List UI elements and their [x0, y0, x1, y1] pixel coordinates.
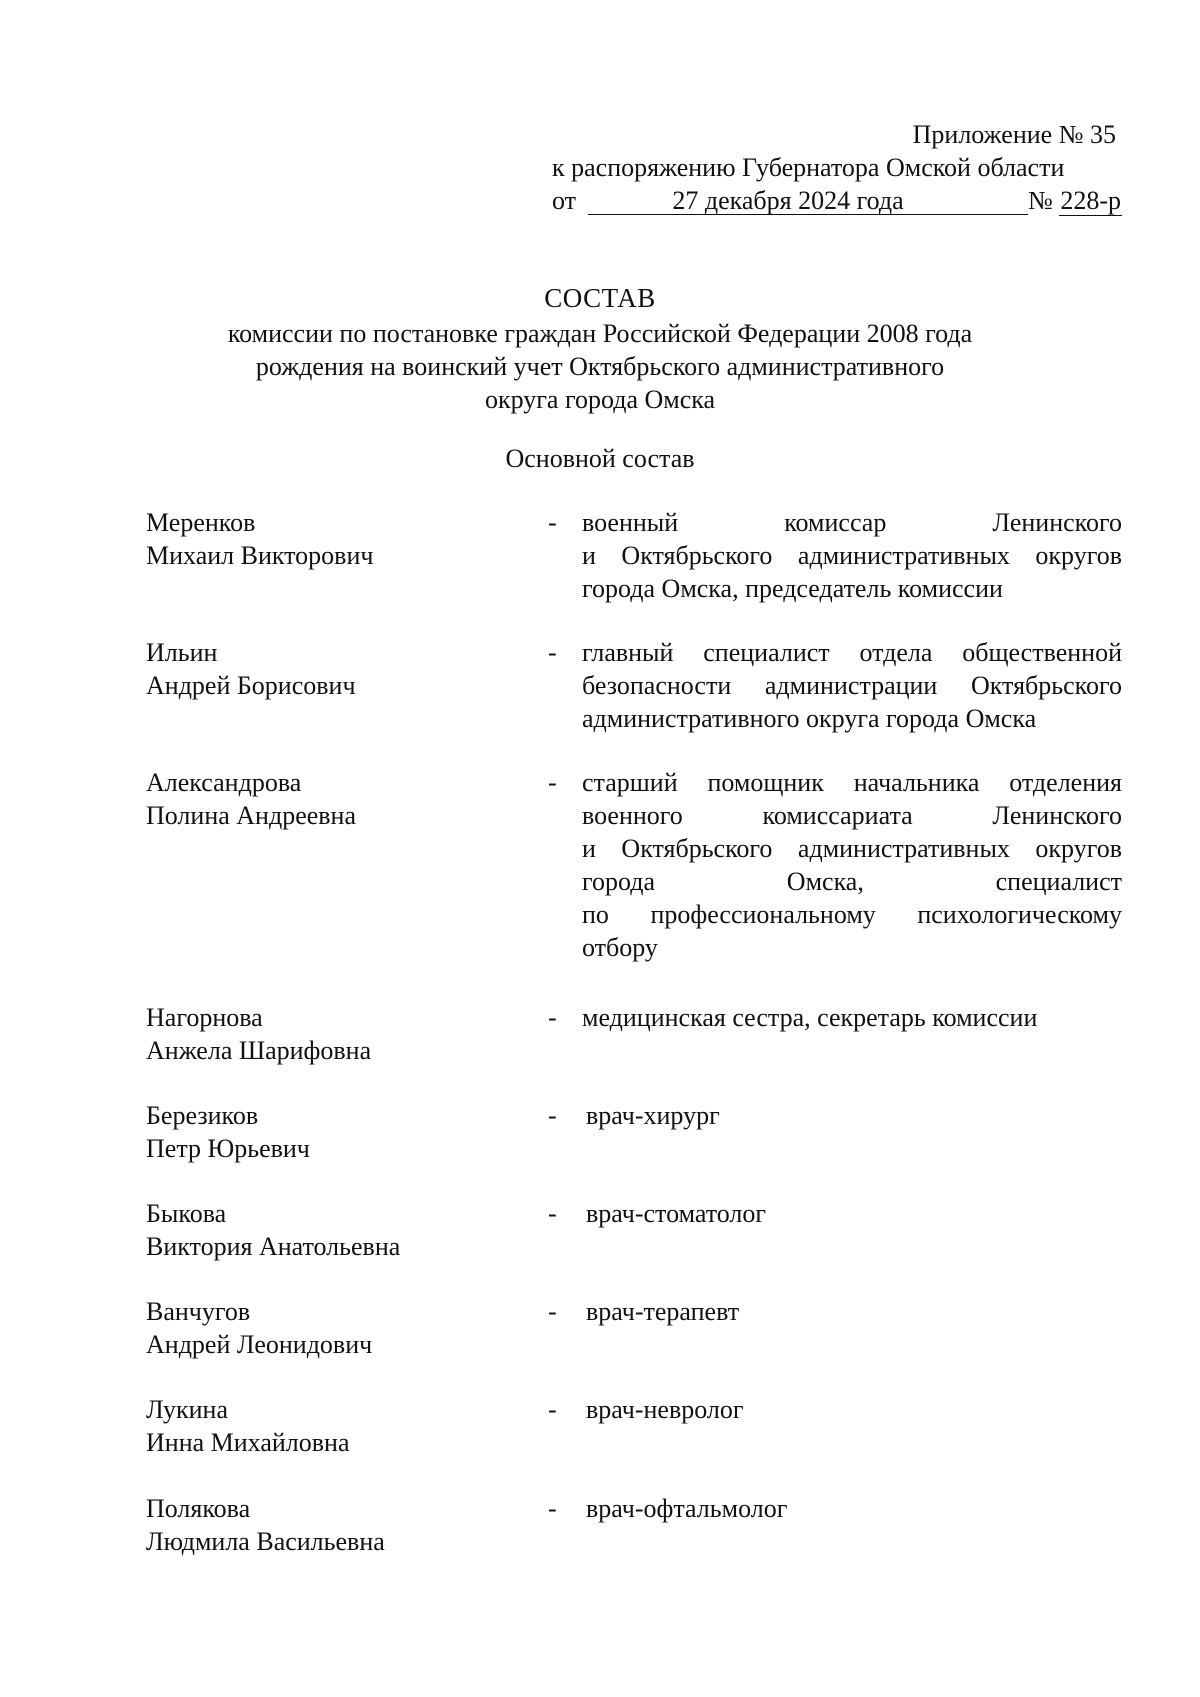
- member-name: [146, 506, 526, 572]
- member-dash: -: [548, 508, 557, 537]
- member-surname: Ванчугов: [146, 1297, 251, 1326]
- member-role-line: врач-стоматолог: [586, 1199, 767, 1228]
- member-role-line: врач-хирург: [586, 1101, 720, 1130]
- member-surname: Быкова: [146, 1199, 227, 1228]
- member-surname: Лукина: [146, 1395, 228, 1424]
- order-number-label: №: [1028, 186, 1053, 215]
- member-role-line: врач-офтальмолог: [586, 1494, 788, 1523]
- member-name: [146, 636, 526, 702]
- member-role: [586, 1393, 1126, 1426]
- member-dash: -: [548, 1297, 557, 1326]
- member-dash: -: [548, 638, 557, 667]
- member-given-names: Анжела Шарифовна: [146, 1036, 372, 1065]
- member-role-line: старший помощник начальника отделения: [582, 768, 1122, 797]
- member-name: [146, 1001, 526, 1067]
- member-dash: -: [548, 1199, 557, 1228]
- member-surname: Нагорнова: [146, 1003, 263, 1032]
- member-given-names: Людмила Васильевна: [146, 1527, 385, 1556]
- member-given-names: Полина Андреевна: [146, 801, 357, 830]
- document-subtitle-line-2: рождения на воинский учет Октябрьского административного: [255, 352, 945, 381]
- document-subtitle-line-1: комиссии по постановке граждан Российской Федерации 2008 года: [227, 319, 973, 348]
- member-given-names: Инна Михайловна: [146, 1428, 350, 1457]
- member-dash: -: [548, 1494, 557, 1523]
- member-role: [586, 1099, 1126, 1132]
- member-role: [582, 766, 1122, 964]
- member-role-line: отбору: [582, 933, 658, 962]
- member-role: [586, 1197, 1126, 1230]
- member-role-line: врач-невролог: [586, 1395, 744, 1424]
- member-dash: -: [548, 1101, 557, 1130]
- member-given-names: Андрей Борисович: [146, 671, 356, 700]
- member-name: [146, 1099, 526, 1165]
- member-dash: -: [548, 1395, 557, 1424]
- order-number-value: 228-р: [1060, 186, 1121, 215]
- order-number: [1028, 184, 1122, 217]
- member-role-line: города Омска, специалист: [582, 867, 1122, 896]
- section-heading: Основной состав: [505, 444, 695, 473]
- member-surname: Меренков: [146, 508, 256, 537]
- member-dash: -: [548, 768, 557, 797]
- member-given-names: Петр Юрьевич: [146, 1134, 310, 1163]
- member-role-line: по профессиональному психологическому: [582, 900, 1122, 929]
- member-role-line: военный комиссар Ленинского: [582, 508, 1122, 537]
- member-role: [582, 636, 1122, 735]
- member-name: [146, 1295, 526, 1361]
- member-surname: Ильин: [146, 638, 218, 667]
- member-role-line: главный специалист отдела общественной: [582, 638, 1122, 667]
- member-role: [582, 506, 1122, 605]
- appendix-number: Приложение № 35: [912, 120, 1116, 149]
- member-role: [586, 1295, 1126, 1328]
- document-title-block: [150, 282, 1050, 416]
- member-given-names: Андрей Леонидович: [146, 1330, 373, 1359]
- appendix-reference: к распоряжению Губернатора Омской области: [552, 153, 1065, 182]
- date-field: [588, 184, 1028, 215]
- appendix-date-line: [552, 184, 1122, 217]
- date-prefix: от: [552, 186, 577, 215]
- member-surname: Александрова: [146, 768, 302, 797]
- member-role-line: и Октябрьского административных округов: [582, 541, 1122, 570]
- member-role-line: военного комиссариата Ленинского: [582, 801, 1122, 830]
- appendix-header: [552, 118, 1122, 217]
- member-role: [582, 1001, 1122, 1034]
- member-name: [146, 1393, 526, 1459]
- member-role-line: административного округа города Омска: [582, 704, 1037, 733]
- document-subtitle-line-3: округа города Омска: [484, 385, 716, 414]
- member-given-names: Михаил Викторович: [146, 541, 374, 570]
- member-surname: Березиков: [146, 1101, 259, 1130]
- member-role-line: врач-терапевт: [586, 1297, 740, 1326]
- member-role-line: медицинская сестра, секретарь комиссии: [582, 1003, 1038, 1032]
- date-value: 27 декабря 2024 года: [672, 186, 904, 215]
- member-name: [146, 1197, 526, 1263]
- member-dash: -: [548, 1003, 557, 1032]
- member-surname: Полякова: [146, 1494, 251, 1523]
- member-role: [586, 1492, 1126, 1525]
- document-title: СОСТАВ: [544, 283, 656, 313]
- member-name: [146, 766, 526, 832]
- member-role-line: города Омска, председатель комиссии: [582, 574, 1003, 603]
- member-given-names: Виктория Анатольевна: [146, 1232, 401, 1261]
- member-role-line: и Октябрьского административных округов: [582, 834, 1122, 863]
- member-role-line: безопасности администрации Октябрьского: [582, 671, 1122, 700]
- member-name: [146, 1492, 526, 1558]
